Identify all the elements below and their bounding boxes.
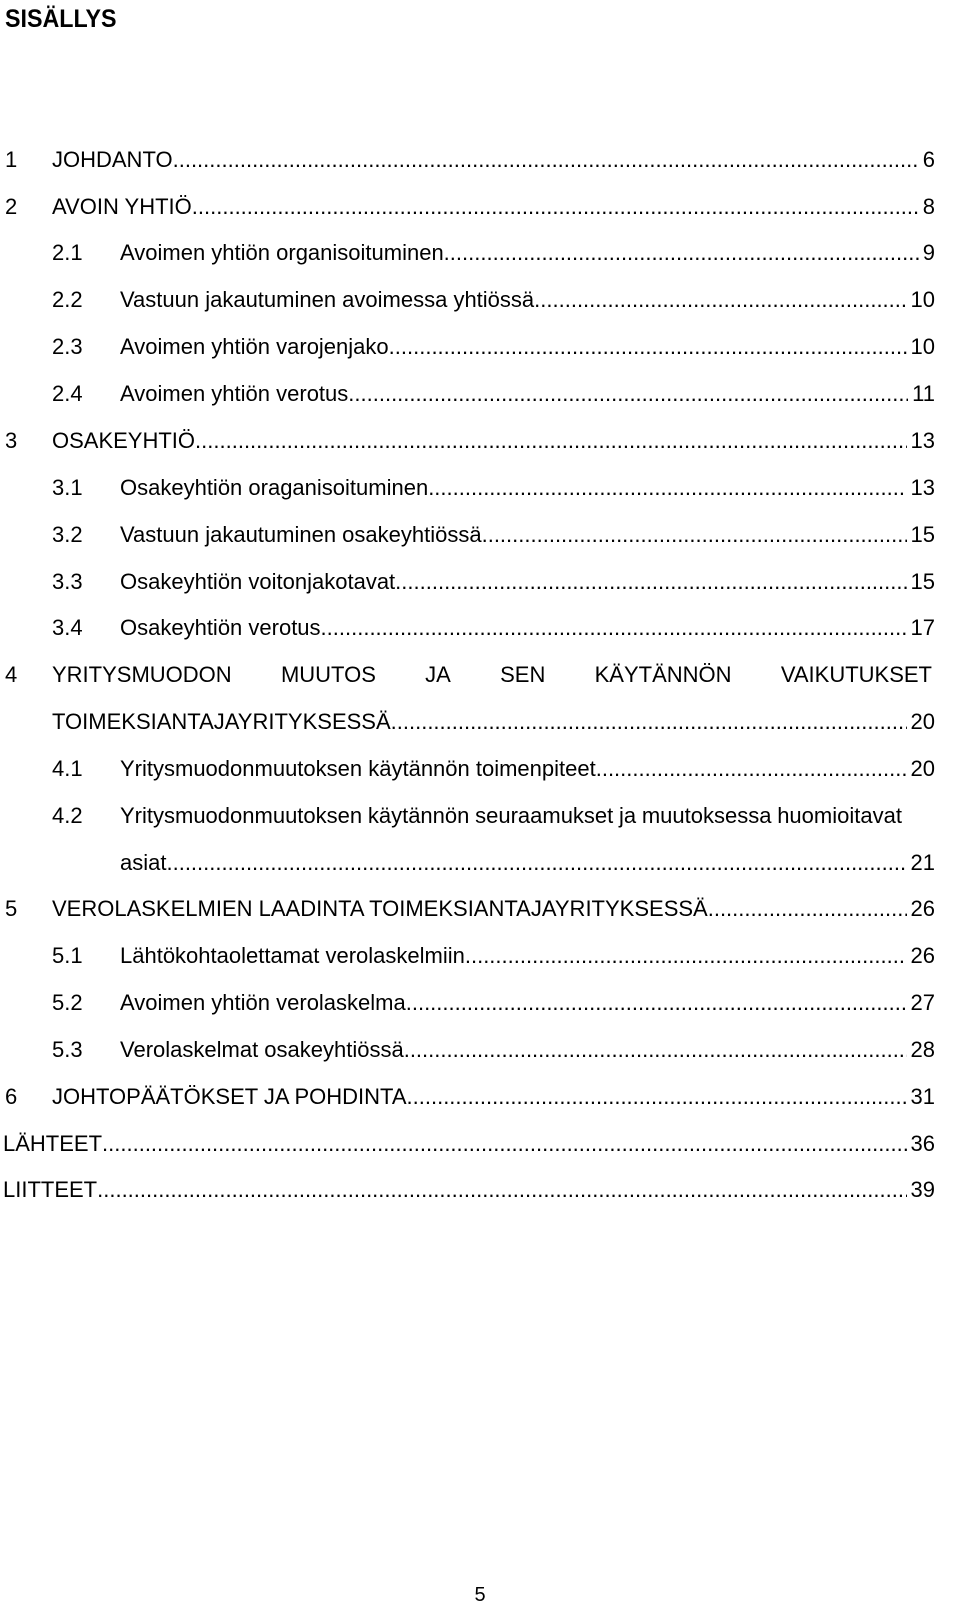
toc-label-word: muutoksessa <box>641 803 772 828</box>
toc-entry-label: VEROLASKELMIEN LAADINTA TOIMEKSIANTAJAYRITYKSESSÄ <box>52 893 708 925</box>
toc-label-word: KÄYTÄNNÖN <box>594 662 732 687</box>
toc-entry[interactable] <box>52 331 935 363</box>
toc-leader-dots <box>465 940 907 972</box>
toc-entry-number: 3.1 <box>52 475 83 500</box>
toc-entry-page: 13 <box>907 425 935 457</box>
toc-label-word: huomioitavat <box>777 803 902 828</box>
toc-entry-page: 21 <box>907 847 935 879</box>
toc-entry-label: Vastuun jakautuminen osakeyhtiössä <box>120 519 482 551</box>
toc-leader-dots <box>348 378 908 410</box>
toc-label-word: JA <box>425 662 451 687</box>
toc-entry-page: 20 <box>907 706 935 738</box>
toc-entry-number: 2.4 <box>52 381 83 406</box>
toc-entry[interactable] <box>5 425 935 457</box>
toc-entry-label: Avoimen yhtiön organisoituminen. <box>120 237 450 269</box>
toc-entry[interactable] <box>5 191 935 223</box>
toc-label-word: VAIKUTUKSET <box>780 662 932 687</box>
toc-entry-number: 4.1 <box>52 756 83 781</box>
toc-entry-label-line[interactable] <box>52 659 932 691</box>
toc-label-word: MUUTOS <box>280 662 376 687</box>
toc-entry[interactable] <box>5 1081 935 1113</box>
toc-entry-label: Osakeyhtiön verotus <box>120 612 321 644</box>
toc-entry[interactable] <box>52 519 935 551</box>
toc-entry-number: 2 <box>5 194 18 219</box>
toc-label-word: SEN <box>500 662 546 687</box>
toc-leader-dots <box>97 1174 906 1206</box>
toc-entry-number: 3.2 <box>52 522 83 547</box>
toc-entry[interactable] <box>52 612 935 644</box>
toc-leader-dots <box>192 191 919 223</box>
toc-entry[interactable] <box>52 987 935 1019</box>
toc-entry-page: 8 <box>919 191 935 223</box>
toc-entry-number: 5.2 <box>52 990 83 1015</box>
toc-entry-number: 4 <box>5 662 18 687</box>
toc-entry[interactable] <box>52 237 935 269</box>
toc-entry[interactable] <box>52 472 935 504</box>
page-number: 5 <box>474 1584 486 1606</box>
toc-leader-dots <box>428 472 906 504</box>
toc-entry-label: Avoimen yhtiön verotus <box>120 378 348 410</box>
toc-entry-number: 3 <box>5 428 18 453</box>
toc-leader-dots <box>596 753 907 785</box>
toc-entry-page: 10 <box>907 331 935 363</box>
toc-label-word: käytännön <box>367 803 470 828</box>
toc-entry-label: AVOIN YHTIÖ <box>52 191 192 223</box>
page-title: SISÄLLYS <box>5 5 117 33</box>
toc-label-word: YRITYSMUODON <box>52 662 232 687</box>
toc-leader-dots <box>166 847 906 879</box>
toc-entry-page: 28 <box>907 1034 935 1066</box>
toc-entry-label: JOHTOPÄÄTÖKSET JA POHDINTA <box>52 1081 407 1113</box>
toc-entry-page: 20 <box>907 753 935 785</box>
toc-entry[interactable] <box>52 566 935 598</box>
toc-entry[interactable] <box>3 1128 935 1160</box>
toc-leader-dots <box>406 987 907 1019</box>
toc-entry[interactable] <box>52 706 935 738</box>
toc-entry-label: Osakeyhtiön oraganisoituminen <box>120 472 428 504</box>
toc-entry[interactable] <box>3 1174 935 1206</box>
toc-leader-dots <box>482 519 907 551</box>
toc-leader-dots <box>395 566 906 598</box>
toc-label-word: seuraamukset <box>475 803 614 828</box>
toc-leader-dots <box>395 331 907 363</box>
toc-entry[interactable] <box>52 378 935 410</box>
toc-entry-page: 9 <box>919 237 935 269</box>
toc-entry[interactable] <box>52 1034 935 1066</box>
toc-leader-dots <box>534 284 906 316</box>
toc-entry-page: 27 <box>907 987 935 1019</box>
toc-entry-page: 10 <box>907 284 935 316</box>
toc-entry-label: Verolaskelmat osakeyhtiössä <box>120 1034 404 1066</box>
toc-entry[interactable] <box>52 284 935 316</box>
toc-entry-page: 26 <box>907 893 935 925</box>
toc-entry-label: TOIMEKSIANTAJAYRITYKSESSÄ <box>52 706 391 738</box>
toc-entry-page: 15 <box>907 566 935 598</box>
toc-leader-dots <box>391 706 907 738</box>
toc-entry-page: 13 <box>907 472 935 504</box>
toc-entry-label: Yritysmuodonmuutoksen käytännön toimenpiteet <box>120 753 596 785</box>
toc-entry[interactable] <box>120 847 935 879</box>
toc-entry-number: 2.2 <box>52 287 83 312</box>
toc-entry[interactable] <box>5 893 935 925</box>
toc-entry-label: LÄHTEET <box>3 1128 102 1160</box>
toc-entry-number: 5.1 <box>52 943 83 968</box>
toc-entry-number: 3.4 <box>52 615 83 640</box>
toc-leader-dots <box>195 425 906 457</box>
toc-leader-dots <box>407 1081 907 1113</box>
toc-entry[interactable] <box>5 144 935 176</box>
toc-leader-dots <box>102 1128 906 1160</box>
toc-entry-label: asiat <box>120 847 166 879</box>
toc-entry-label: OSAKEYHTIÖ <box>52 425 195 457</box>
toc-entry-number: 4.2 <box>52 803 83 828</box>
toc-entry-page: 6 <box>919 144 935 176</box>
toc-entry[interactable] <box>52 753 935 785</box>
toc-label-word: ja <box>619 803 637 828</box>
toc-leader-dots <box>708 893 907 925</box>
toc-entry-label: Osakeyhtiön voitonjakotavat <box>120 566 395 598</box>
toc-entry-page: 26 <box>907 940 935 972</box>
toc-entry-page: 39 <box>907 1174 935 1206</box>
toc-label-word: Yritysmuodonmuutoksen <box>120 803 363 828</box>
toc-entry-page: 31 <box>907 1081 935 1113</box>
toc-entry-page: 15 <box>907 519 935 551</box>
toc-entry-number: 2.3 <box>52 334 83 359</box>
toc-entry-label: Avoimen yhtiön varojenjako. <box>120 331 395 363</box>
toc-entry-label: Avoimen yhtiön verolaskelma <box>120 987 406 1019</box>
toc-entry-label: JOHDANTO <box>52 144 173 176</box>
toc-leader-dots <box>404 1034 907 1066</box>
toc-entry-number: 6 <box>5 1084 18 1109</box>
toc-leader-dots <box>173 144 919 176</box>
toc-entry-number: 2.1 <box>52 240 83 265</box>
toc-entry-label: LIITTEET <box>3 1174 97 1206</box>
toc-entry-page: 11 <box>908 378 935 410</box>
toc-leader-dots <box>450 237 919 269</box>
toc-entry-label: Lähtökohtaolettamat verolaskelmiin <box>120 940 465 972</box>
toc-entry-label: Vastuun jakautuminen avoimessa yhtiössä <box>120 284 534 316</box>
toc-entry-number: 3.3 <box>52 569 83 594</box>
toc-leader-dots <box>321 612 907 644</box>
toc-entry-number: 5 <box>5 896 18 921</box>
toc-entry-number: 1 <box>5 147 18 172</box>
toc-entry[interactable] <box>52 940 935 972</box>
toc-entry-page: 17 <box>907 612 935 644</box>
toc-entry-page: 36 <box>907 1128 935 1160</box>
toc-entry-label-line[interactable] <box>120 800 902 832</box>
toc-entry-number: 5.3 <box>52 1037 83 1062</box>
